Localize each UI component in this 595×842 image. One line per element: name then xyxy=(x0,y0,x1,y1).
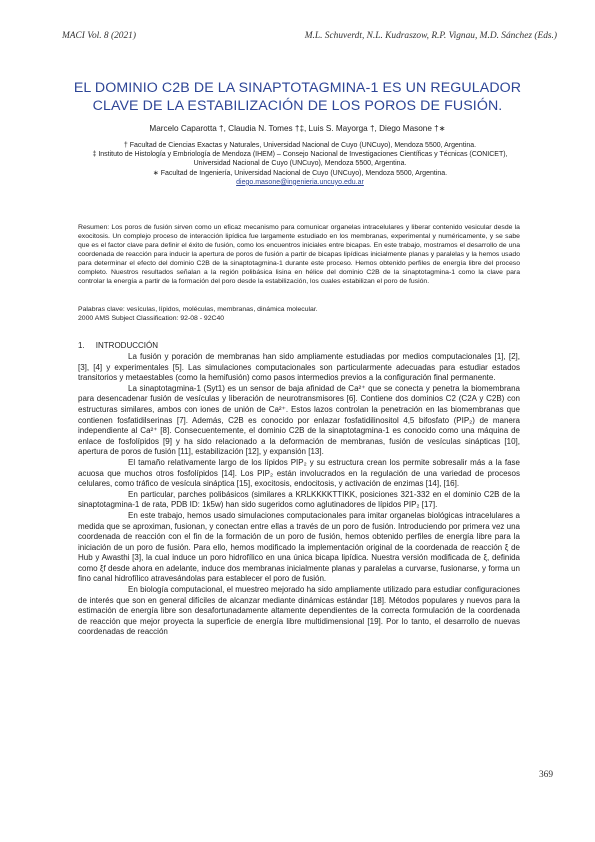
running-header-editors: M.L. Schuverdt, N.L. Kudraszow, R.P. Vignau, M.D. Sánchez (Eds.) xyxy=(304,31,557,41)
contact-email-link[interactable]: diego.masone@ingenieria.uncuyo.edu.ar xyxy=(236,178,364,186)
paper-title-line-2: CLAVE DE LA ESTABILIZACIÓN DE LOS POROS DE FUSIÓN. xyxy=(92,98,503,114)
section-number: 1. xyxy=(78,341,85,350)
keywords-block xyxy=(78,306,520,324)
page-number: 369 xyxy=(538,770,553,780)
affiliation-3: ∗ Facultad de Ingeniería, Universidad Nacional de Cuyo (UNCuyo), Mendoza 5500, Argentina. xyxy=(152,169,448,177)
author-list: Marcelo Caparotta †, Claudia N. Tomes †‡, Luis S. Mayorga †, Diego Masone †∗ xyxy=(149,124,446,133)
section-heading xyxy=(78,341,158,350)
paper-title-line-1: EL DOMINIO C2B DE LA SINAPTOTAGMINA-1 ES UN REGULADOR xyxy=(73,80,522,96)
body-paragraph: En este trabajo, hemos usado simulaciones computacionales para imitar organelas biológicas intracelulares a medida que se aproximan, fusionan, y conectan entre ellas a través de un poro de fusión. Introduciendo por primera vez una coordenada de reacción con el fin de la formación de un poro de fusión, hemos obtenido perfiles de energía libre para la iniciación de un poro de fusión. Para ello, hemos modificado la implementación original de la coordenada de reacción ξ de Hub y Awasthi [3], la cual induce un poro hidrofílico en una única bicapa lipídica. Nuestra versión modificada de ξ, definida como ξf desde ahora en adelante, induce dos membranas inicialmente planas y paralelas a curvarse, fusionarse, y forma un fino canal hidrofílico atravesándolas para establecer el poro de fusión. xyxy=(78,510,520,584)
keywords: Palabras clave: vesículas, lípidos, moléculas, membranas, dinámica molecular. xyxy=(78,306,318,313)
body-paragraph: En particular, parches polibásicos (similares a KRLKKKKTTIKK, posiciones 321-332 en el dominio C2B de la sinaptotagmina-1 de rata, PDB ID: 1k5w) han sido sugeridos como aglutinadores de lípidos PIP₂ [17]. xyxy=(78,489,520,510)
body-paragraph: La sinaptotagmina-1 (Syt1) es un sensor de baja afinidad de Ca²⁺ que se conecta y penetra la biomembrana para desencadenar fusión de vesículas y liberación de neurotransmisores [6]. Contiene dos dominios C2 (C2A y C2B) con estructuras similares, ambos con iones de unión de Ca²⁺. Estos lazos controlan la penetración en las biomembranas que contienen fosfatidilserinas [7]. Además, C2B es conocido por enlazar fosfatidilinositol 4,5 bifosfato (PIP₂) de manera independiente al Ca²⁺ [8]. Consecuentemente, el dominio C2B de la sinaptotagmina-1 es conocido como una máquina de enlace de fosfolípidos [9] y ha sido relacionado a la deformación de membranas, fusión de vesículas sinápticas [10], apertura de poros de fusión [11], estabilización [12], y expansión [13]. xyxy=(78,383,520,457)
affiliation-1: † Facultad de Ciencias Exactas y Naturales, Universidad Nacional de Cuyo (UNCuyo), Mendoza 5500, Argentina. xyxy=(123,142,477,149)
paper-title xyxy=(60,79,535,115)
body-paragraph: El tamaño relativamente largo de los lípidos PIP₂ y su estructura crean los permite sobresalir más a la fase acuosa que muchos otros fosfolípidos [14]. Los PIP₂ están involucrados en la regulación de una variedad de procesos celulares, como tráfico de vesícula sináptica [15], exocitosis, endocitosis, y activación de enzimas [14], [16]. xyxy=(78,457,520,489)
body-paragraph: La fusión y poración de membranas han sido ampliamente estudiadas por medios computacionales [1], [2], [3], [4] y experimentales [5]. Las simulaciones computacionales son particularmente adecuadas para estudiar estados transitorios y metaestables (como la hemifusión) como pasos intermedios previos a la configuración final permanente. xyxy=(78,352,520,383)
body-text xyxy=(78,352,520,638)
running-header-journal: MACI Vol. 8 (2021) xyxy=(62,31,136,41)
section-title: INTRODUCCIÓN xyxy=(95,341,159,350)
body-paragraph: En biología computacional, el muestreo mejorado ha sido ampliamente utilizado para estudiar configuraciones de interés que son en general difíciles de alcanzar mediante dinámicas estándar [18]. Métodos populares y nuevos para la estimación de energía libre son desafortunadamente altamente dependientes de la correcta formulación de la coordenada de reacción que mejor proyecta la superficie de energía libre multidimensional [19]. Por lo tanto, el desarrollo de nuevas coordenadas de reacción xyxy=(78,585,520,637)
ams-classification: 2000 AMS Subject Classification: 92-08 - 92C40 xyxy=(78,314,225,322)
affiliations xyxy=(80,141,520,187)
affiliation-2: ‡ Instituto de Histología y Embriología de Mendoza (IHEM) – Consejo Nacional de Investigaciones Científicas y Técnicas (CONICET), Universidad Nacional de Cuyo (UNCuyo), Mendoza 5500, Argentina. xyxy=(92,151,508,168)
abstract: Resumen: Los poros de fusión sirven como un eficaz mecanismo para comunicar organelas intracelulares y liberar contenido vesicular desde la exocitosis. Un complejo proceso de interacción lipídica fue largamente estudiado en los membranas, experimental y numéricamente, y se sabe que es el factor clave para definir el éxito de fusión, como los encuentros iniciales entre bicapas. En este trabajo, mostramos el desarrollo de una coordenada de reacción para inducir la apertura de poros de fusión a partir de bicapas lipídicas inicialmente planas y paralelas y la hemos usado para determinar el efecto del dominio C2B de la sinaptotagmina-1 durante este proceso. Hemos obtenido perfiles de energía libre del proceso completo. Nuestros resultados señalan a la región polibásica lisina en hélice del dominio C2B de la sinaptotagmina-1 como la clave para controlar la energía a partir de la formación del poro desde la estabilización, los cuales estabilizan el poro de fusión. xyxy=(78,224,520,285)
